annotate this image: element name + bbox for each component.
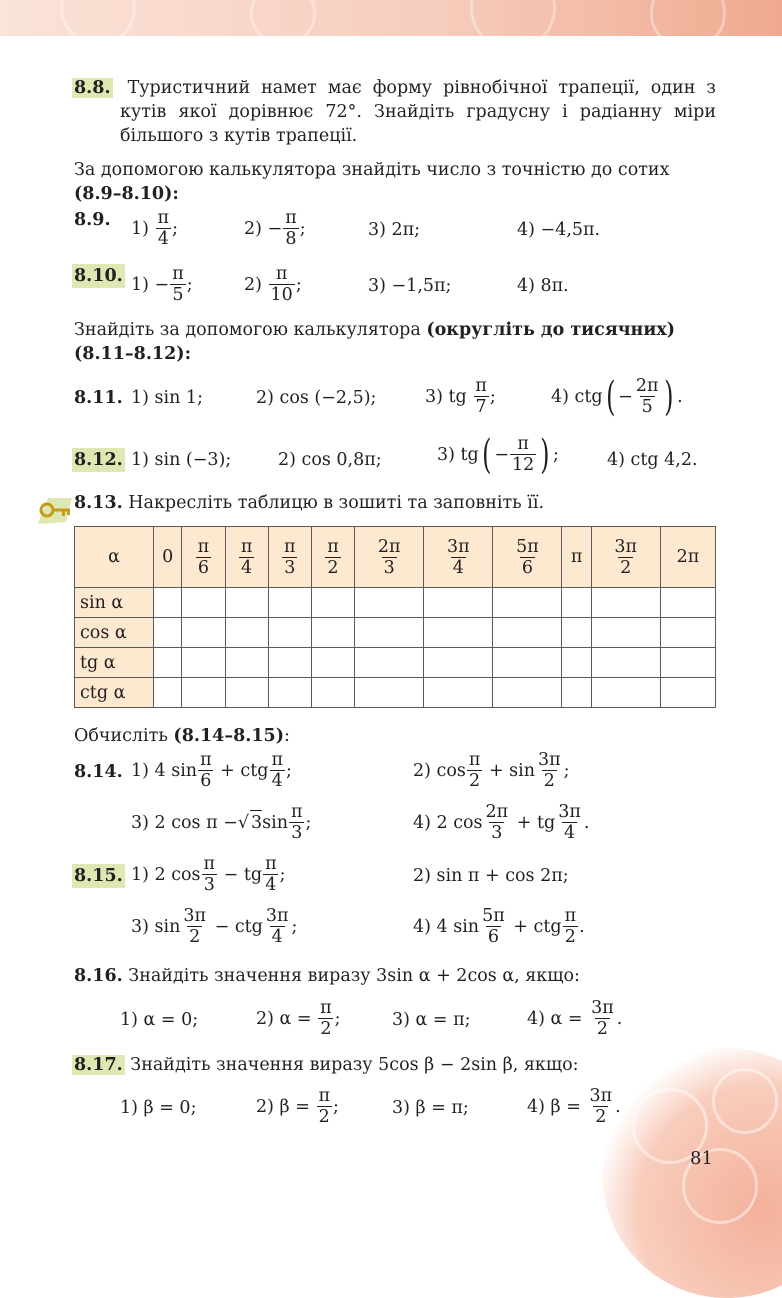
table-empty-cell (660, 648, 715, 678)
problem-8-15-number: 8.15. (74, 866, 123, 886)
problem-8-16-item-4: 4) α = $\frac{3\pi}{2}$ . (527, 998, 623, 1039)
problem-8-15-item-1: 1) 2 cos $\frac{\pi}{3}$ − tg $\frac{\pi}{4}$ ; (131, 854, 286, 895)
table-empty-cell (182, 618, 225, 648)
problem-8-12-item-1: 1) sin (−3); (131, 450, 232, 470)
problem-8-14-item-4: 4) 2 cos $\frac{2\pi}{3}$ + tg $\frac{3\pi}{4}$ . (413, 802, 590, 843)
instruction-text: Знайдіть за допомогою калькулятора (74, 320, 421, 340)
table-empty-cell (591, 678, 660, 708)
problem-8-17-item-2: 2) β = $\frac{\pi}{2}$ ; (256, 1086, 339, 1127)
table-empty-cell (424, 618, 493, 648)
table-row (75, 678, 716, 708)
table-empty-cell (562, 678, 591, 708)
problem-8-17 (74, 1053, 579, 1077)
table-corner-alpha: α (75, 527, 154, 588)
table-empty-cell (355, 588, 424, 618)
problem-8-15-item-4: 4) 4 sin $\frac{5\pi}{6}$ + ctg $\frac{\pi}{2}$ . (413, 906, 585, 947)
table-empty-cell (562, 588, 591, 618)
table-header-cell: $\frac{\pi}{3}$ (268, 527, 311, 588)
problem-number: 8.16. (74, 966, 123, 986)
instruction-calc-thousandths (74, 318, 716, 366)
table-empty-cell (311, 678, 354, 708)
page-number: 81 (690, 1148, 713, 1169)
table-empty-cell (493, 678, 562, 708)
table-header-cell: $\frac{2\pi}{3}$ (355, 527, 424, 588)
problem-8-14-item-1: 1) 4 sin $\frac{\pi}{6}$ + ctg $\frac{\pi}{4}$ ; (131, 750, 292, 791)
problem-8-12-number: 8.12. (74, 450, 123, 470)
top-decorative-band (0, 0, 782, 36)
problem-8-10-item-3: 3) −1,5π; (368, 276, 452, 296)
instruction-range: (8.11–8.12) (74, 344, 185, 364)
table-empty-cell (355, 678, 424, 708)
corner-decoration (602, 1048, 782, 1298)
table-empty-cell (311, 618, 354, 648)
table-empty-cell (591, 648, 660, 678)
problem-8-10-number: 8.10. (74, 266, 123, 286)
table-empty-cell (225, 678, 268, 708)
table-header-row (75, 527, 716, 588)
problem-8-16-item-2: 2) α = $\frac{\pi}{2}$ ; (256, 998, 341, 1039)
problem-number: 8.17. (74, 1055, 123, 1075)
table-row (75, 588, 716, 618)
problem-8-11-number: 8.11. (74, 388, 123, 408)
problem-8-14-number: 8.14. (74, 762, 123, 782)
problem-8-12-item-2: 2) cos 0,8π; (278, 450, 382, 470)
table-empty-cell (154, 618, 182, 648)
instruction-colon: : (283, 726, 290, 746)
table-empty-cell (154, 678, 182, 708)
table-header-cell: $\frac{5\pi}{6}$ (493, 527, 562, 588)
problem-text: Знайдіть значення виразу 3sin α + 2cos α, якщо: (128, 966, 580, 986)
table-header-cell: $\frac{\pi}{6}$ (182, 527, 225, 588)
table-row-label: ctg α (75, 678, 154, 708)
instruction-text: За допомогою калькулятора знайдіть число з точністю до сотих (74, 160, 670, 180)
table-empty-cell (182, 648, 225, 678)
problem-8-11-item-3: 3) tg $\frac{\pi}{7}$ ; (425, 376, 496, 417)
table-empty-cell (591, 618, 660, 648)
table-header-cell: $\frac{\pi}{2}$ (311, 527, 354, 588)
table-empty-cell (268, 588, 311, 618)
table-empty-cell (182, 678, 225, 708)
table-empty-cell (355, 618, 424, 648)
problem-8-16-item-1: 1) α = 0; (120, 1010, 199, 1030)
table-empty-cell (355, 648, 424, 678)
problem-8-17-item-1: 1) β = 0; (120, 1098, 197, 1118)
table-empty-cell (311, 648, 354, 678)
table-empty-cell (154, 648, 182, 678)
trig-values-table (74, 526, 716, 708)
table-empty-cell (660, 678, 715, 708)
problem-8-14-item-3: 3) 2 cos π − √ 3 sin $\frac{\pi}{3}$ ; (131, 802, 312, 843)
table-empty-cell (660, 588, 715, 618)
table-empty-cell (493, 648, 562, 678)
table-empty-cell (562, 648, 591, 678)
problem-8-11-item-2: 2) cos (−2,5); (256, 388, 377, 408)
problem-text: Туристичний намет має форму рівнобічної трапеції, один з кутів якої дорівнює 72°. Знайдіть градусну і радіанну міри більшого з кутів трапеції. (120, 78, 716, 146)
instruction-calc-hundredths (74, 158, 716, 206)
table-empty-cell (268, 648, 311, 678)
table-empty-cell (660, 618, 715, 648)
table-header-cell: 2π (660, 527, 715, 588)
problem-8-10-item-2: 2) $\frac{\pi}{10}$ ; (244, 264, 302, 305)
instruction-colon: : (184, 344, 192, 364)
table-empty-cell (424, 588, 493, 618)
problem-8-17-item-3: 3) β = π; (392, 1098, 469, 1118)
problem-8-8 (74, 76, 716, 148)
instruction-range: (8.14–8.15) (173, 726, 284, 746)
table-empty-cell (562, 618, 591, 648)
table-empty-cell (225, 618, 268, 648)
instruction-range: (8.9–8.10) (74, 184, 173, 204)
problem-8-10-item-4: 4) 8π. (517, 276, 569, 296)
problem-8-14-item-2: 2) cos $\frac{\pi}{2}$ + sin $\frac{3\pi}{2}$ ; (413, 750, 570, 791)
problem-8-10-item-1: 1) − $\frac{\pi}{5}$ ; (131, 264, 193, 305)
problem-8-13 (74, 491, 544, 515)
problem-8-11-item-4: 4) ctg ( − $\frac{2\pi}{5}$ ) . (551, 373, 683, 420)
table-empty-cell (493, 618, 562, 648)
table-header-cell: π (562, 527, 591, 588)
problem-8-9-item-3: 3) 2π; (368, 220, 421, 240)
table-row-label: tg α (75, 648, 154, 678)
table-empty-cell (424, 648, 493, 678)
table-row (75, 648, 716, 678)
table-empty-cell (225, 648, 268, 678)
table-header-cell: $\frac{3\pi}{4}$ (424, 527, 493, 588)
table-empty-cell (591, 588, 660, 618)
table-empty-cell (424, 678, 493, 708)
problem-number: 8.13. (74, 493, 123, 513)
table-header-cell: 0 (154, 527, 182, 588)
instruction-text: Обчисліть (74, 726, 168, 746)
table-empty-cell (225, 588, 268, 618)
problem-8-16 (74, 964, 580, 988)
table-empty-cell (182, 588, 225, 618)
problem-number: 8.8. (74, 78, 111, 98)
instruction-compute (74, 724, 290, 748)
problem-8-11-item-1: 1) sin 1; (131, 388, 203, 408)
problem-8-9-item-2: 2) − $\frac{\pi}{8}$ ; (244, 208, 306, 249)
problem-text: Накресліть таблицю в зошиті та заповніть її. (128, 493, 545, 513)
table-header-cell: $\frac{\pi}{4}$ (225, 527, 268, 588)
table-empty-cell (154, 588, 182, 618)
table-empty-cell (311, 588, 354, 618)
key-icon (36, 496, 74, 526)
problem-8-9-item-1: 1) $\frac{\pi}{4}$ ; (131, 208, 178, 249)
problem-8-15-item-2: 2) sin π + cos 2π; (413, 866, 569, 886)
instruction-bold: (округліть до тисячних) (426, 320, 676, 340)
problem-text: Знайдіть значення виразу 5cos β − 2sin β, якщо: (130, 1055, 579, 1075)
problem-8-9-item-4: 4) −4,5π. (517, 220, 601, 240)
problem-8-12-item-3: 3) tg ( − $\frac{\pi}{12}$ ) ; (437, 431, 559, 478)
table-row (75, 618, 716, 648)
problem-8-16-item-3: 3) α = π; (392, 1010, 471, 1030)
instruction-colon: : (172, 184, 179, 204)
problem-8-12-item-4: 4) ctg 4,2. (607, 450, 698, 470)
table-empty-cell (268, 678, 311, 708)
table-empty-cell (493, 588, 562, 618)
problem-8-17-item-4: 4) β = $\frac{3\pi}{2}$ . (527, 1086, 621, 1127)
table-row-label: sin α (75, 588, 154, 618)
table-header-cell: $\frac{3\pi}{2}$ (591, 527, 660, 588)
problem-8-15-item-3: 3) sin $\frac{3\pi}{2}$ − ctg $\frac{3\pi}{4}$ ; (131, 906, 298, 947)
table-empty-cell (268, 618, 311, 648)
problem-8-9-number: 8.9. (74, 210, 111, 230)
table-row-label: cos α (75, 618, 154, 648)
